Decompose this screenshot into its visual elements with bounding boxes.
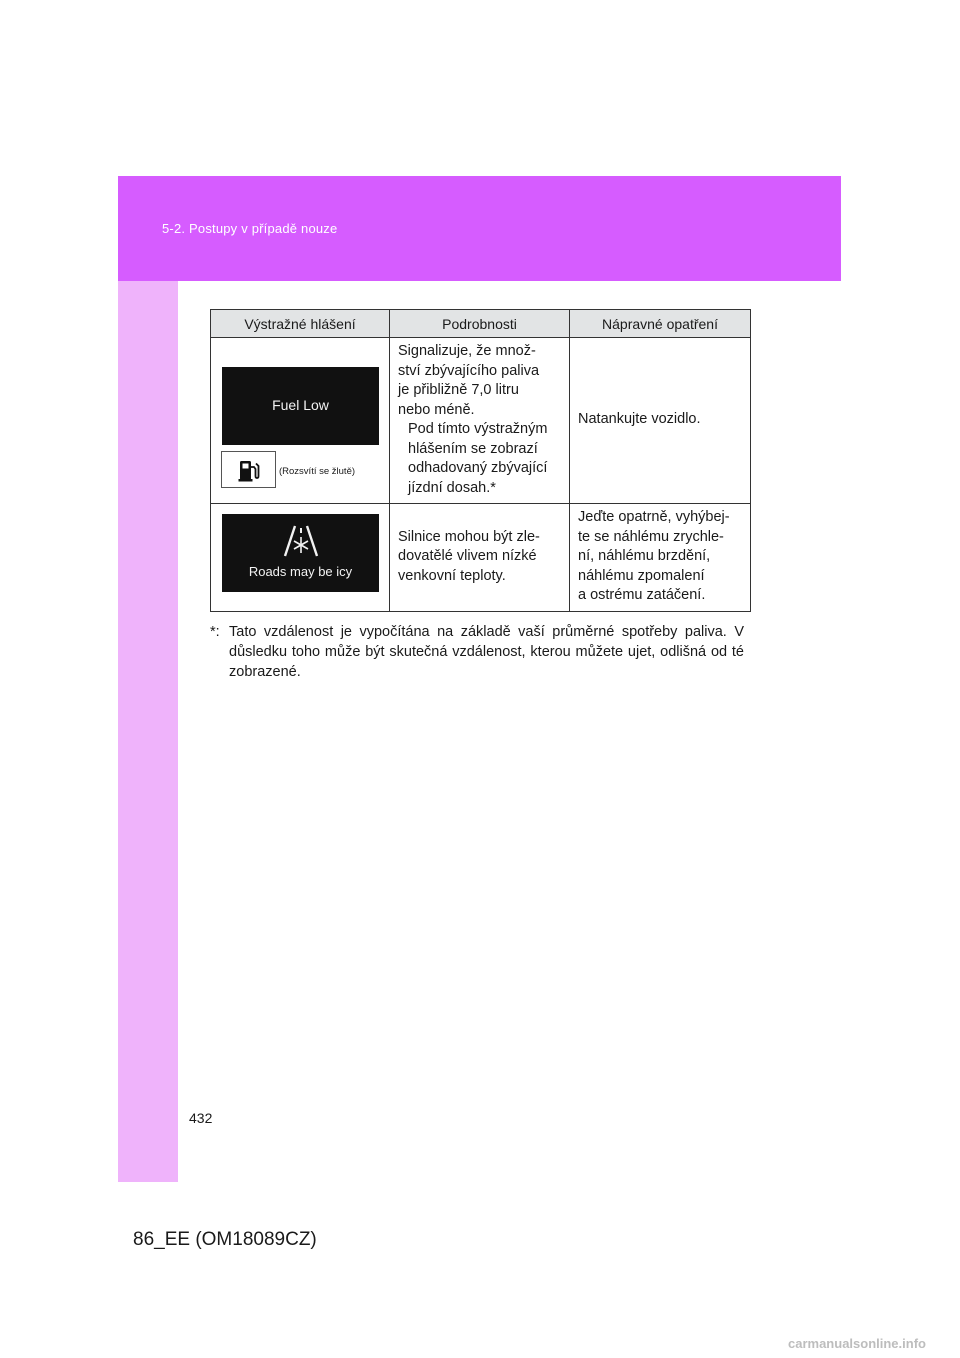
watermark: carmanualsonline.info — [788, 1336, 926, 1351]
details-subnote-line: odhadovaný zbývající — [408, 460, 548, 476]
table-header-row — [211, 310, 751, 338]
details-subnote-line: hlášením se zobrazí — [408, 440, 538, 457]
warning-messages-table — [210, 309, 751, 612]
fuel-pump-icon — [221, 451, 276, 488]
footnote-mark: *: — [210, 624, 220, 640]
icon-color-note: (Rozsvítí se žlutě) — [279, 466, 356, 477]
details-cell — [390, 504, 570, 612]
details-line: ství zbývajícího paliva — [398, 362, 540, 379]
column-header: Výstražné hlášení — [211, 310, 390, 338]
table-row — [211, 504, 751, 612]
display-text: Fuel Low — [272, 397, 329, 414]
footnote — [210, 622, 744, 682]
action-line: Natankujte vozidlo. — [578, 411, 701, 428]
page-number: 432 — [189, 1110, 213, 1126]
action-line: náhlému zpomalení — [578, 567, 705, 584]
details-line: venkovní teploty. — [398, 567, 506, 584]
action-cell — [570, 338, 751, 504]
fuel-low-display — [222, 367, 379, 445]
column-header: Nápravné opatření — [570, 310, 751, 338]
footnote-text: Tato vzdálenost je vypočítána na základě vaší průměrné spotřeby paliva. V důsledku toho může být skutečná vzdálenost, kterou můžete ujet, odlišná od té zobrazené. — [229, 624, 744, 680]
roads-icy-display — [222, 514, 379, 592]
details-subnote-line: Pod tímto výstražným — [408, 421, 548, 437]
section-title: 5-2. Postupy v případě nouze — [162, 221, 338, 236]
action-line: ní, náhlému brzdění, — [578, 548, 711, 564]
icy-road-icon — [281, 524, 321, 558]
warning-message-cell — [211, 504, 390, 612]
action-line: a ostrému zatáčení. — [578, 587, 706, 603]
details-line: je přibližně 7,0 litru — [398, 382, 519, 398]
table-row — [211, 338, 751, 504]
column-header: Podrobnosti — [390, 310, 570, 338]
details-line: nebo méně. — [398, 401, 475, 418]
details-cell — [390, 338, 570, 504]
details-line: Silnice mohou být zle- — [398, 528, 540, 545]
details-line: dovatělé vlivem nízké — [398, 548, 537, 564]
document-id: 86_EE (OM18089CZ) — [133, 1229, 317, 1250]
details-line: Signalizuje, že množ- — [398, 343, 536, 359]
display-text: Roads may be icy — [248, 564, 353, 579]
warning-message-cell — [211, 338, 390, 504]
action-line: te se náhlému zrychle- — [578, 528, 724, 545]
action-line: Jeďte opatrně, vyhýbej- — [578, 509, 730, 525]
side-margin-band — [118, 281, 178, 1182]
details-subnote-line: jízdní dosah.* — [408, 479, 496, 496]
action-cell — [570, 504, 751, 612]
